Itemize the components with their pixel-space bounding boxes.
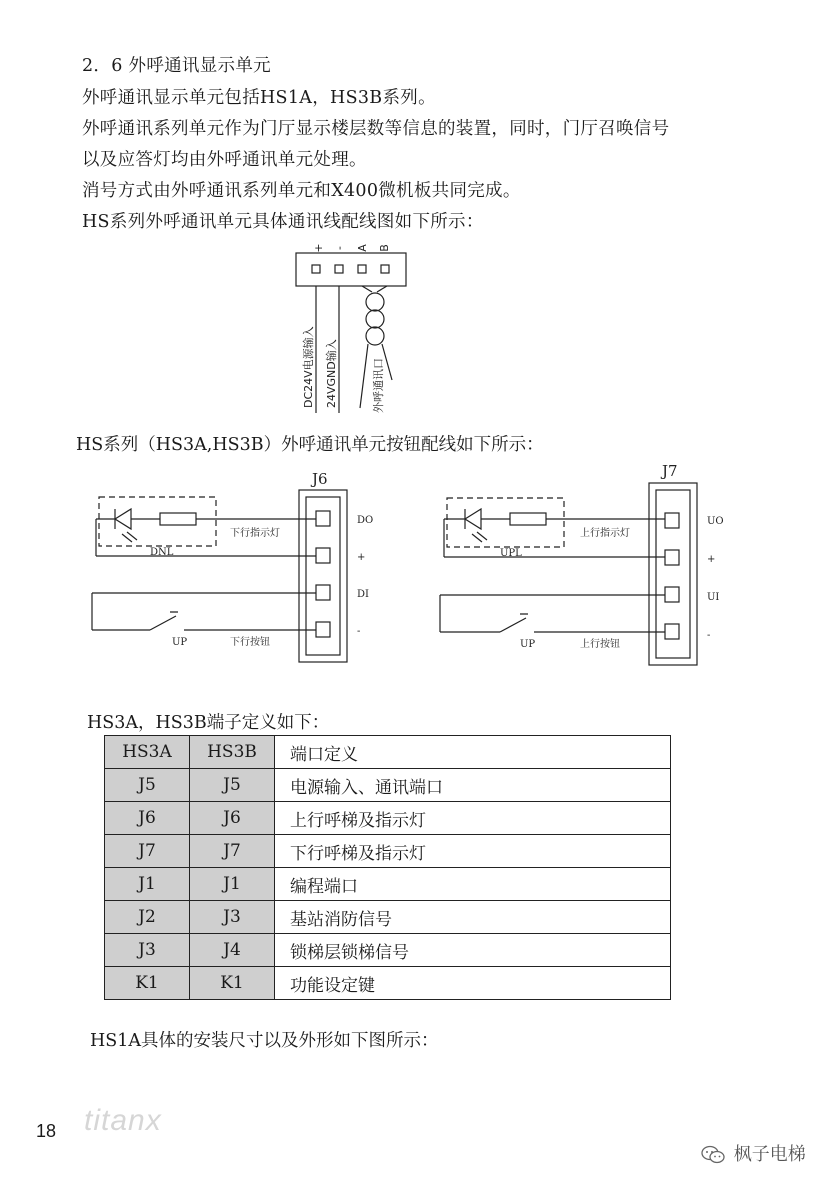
table-cell: 下行呼梯及指示灯 (275, 835, 671, 868)
paragraph-line: 以及应答灯均由外呼通讯单元处理。 (82, 150, 367, 170)
page-number: 18 (36, 1121, 57, 1141)
up-lamp-label: 上行指示灯 (580, 528, 630, 539)
paragraph-line: 消号方式由外呼通讯系列单元和X400微机板共同完成。 (82, 181, 521, 201)
table-row (105, 967, 671, 1000)
table-header-row (105, 736, 671, 769)
table-cell: J7 (190, 835, 275, 868)
pin-label: + (312, 243, 325, 253)
pin-label: A (356, 244, 369, 252)
table-row (105, 901, 671, 934)
table-cell: J7 (105, 835, 190, 868)
paragraph-line: 外呼通讯系列单元作为门厅显示楼层数等信息的装置，同时，门厅召唤信号 (82, 119, 670, 139)
pin-label-plus: + (357, 552, 366, 563)
led-label-dnl: DNL (150, 547, 174, 558)
terminal-definition-table (104, 735, 671, 1000)
column-header: HS3A (105, 736, 190, 769)
up-button-label: 上行按钮 (580, 639, 620, 650)
table-cell: J6 (190, 802, 275, 835)
down-button-label: 下行按钮 (230, 637, 270, 648)
table-cell: J5 (105, 769, 190, 802)
table-cell: J1 (190, 868, 275, 901)
led-module-box (447, 498, 564, 547)
comm-port-label: 外呼通讯口 (372, 358, 385, 413)
table-cell: 锁梯层锁梯信号 (275, 934, 671, 967)
table-cell: J3 (190, 901, 275, 934)
table-row (105, 868, 671, 901)
closing-paragraph: HS1A具体的安装尺寸以及外形如下图所示： (90, 1031, 439, 1051)
table-cell: J5 (190, 769, 275, 802)
pin-label-minus: - (357, 626, 361, 637)
pin-label-do: DO (357, 515, 374, 526)
table-cell: J6 (105, 802, 190, 835)
table-cell: 电源输入、通讯端口 (275, 769, 671, 802)
table-cell: J3 (105, 934, 190, 967)
table-cell: K1 (190, 967, 275, 1000)
table-row (105, 769, 671, 802)
led-label-upl: UPL (500, 548, 522, 559)
table-row (105, 835, 671, 868)
connector-label-j7: J7 (662, 462, 678, 480)
led-module-box (99, 497, 216, 546)
table-cell: 基站消防信号 (275, 901, 671, 934)
terminal-table-caption: HS3A，HS3B端子定义如下： (87, 713, 330, 733)
table-cell: J1 (105, 868, 190, 901)
table-cell: J2 (105, 901, 190, 934)
pin-label-ui: UI (707, 592, 720, 603)
table-cell: 上行呼梯及指示灯 (275, 802, 671, 835)
switch-label-up: UP (520, 639, 536, 650)
watermark-text: 枫子电梯 (733, 1144, 806, 1165)
pin-label: - (333, 246, 346, 250)
column-header: HS3B (190, 736, 275, 769)
j7-wiring (440, 462, 697, 665)
section-heading: 2．6 外呼通讯显示单元 (82, 56, 271, 76)
watermark (700, 1140, 806, 1166)
table-cell: K1 (105, 967, 190, 1000)
connector-pin-labels (312, 243, 391, 252)
connector-label-j6: J6 (312, 470, 328, 488)
button-wiring-caption: HS系列（HS3A,HS3B）外呼通讯单元按钮配线如下所示： (76, 435, 544, 455)
pin-label-di: DI (357, 589, 369, 600)
brand-logo: titanx (84, 1104, 162, 1137)
paragraph-line: HS系列外呼通讯单元具体通讯线配线图如下所示： (82, 212, 484, 232)
power-input-label: DC24V电源输入 (302, 326, 315, 408)
column-header: 端口定义 (275, 736, 671, 769)
pin-label-minus: - (707, 630, 711, 641)
pin-label-plus: + (707, 554, 716, 565)
table-row (105, 802, 671, 835)
wechat-icon (700, 1145, 726, 1165)
table-cell: 编程端口 (275, 868, 671, 901)
table-row (105, 934, 671, 967)
j6-wiring (92, 470, 347, 662)
pin-label: B (378, 244, 391, 252)
table-cell: 功能设定键 (275, 967, 671, 1000)
gnd-input-label: 24VGND输入 (325, 339, 338, 408)
paragraph-line: 外呼通讯显示单元包括HS1A，HS3B系列。 (82, 88, 436, 108)
down-lamp-label: 下行指示灯 (230, 528, 280, 539)
pin-label-uo: UO (707, 516, 724, 527)
switch-label-up: UP (172, 637, 188, 648)
connector-body (296, 253, 406, 286)
table-cell: J4 (190, 934, 275, 967)
